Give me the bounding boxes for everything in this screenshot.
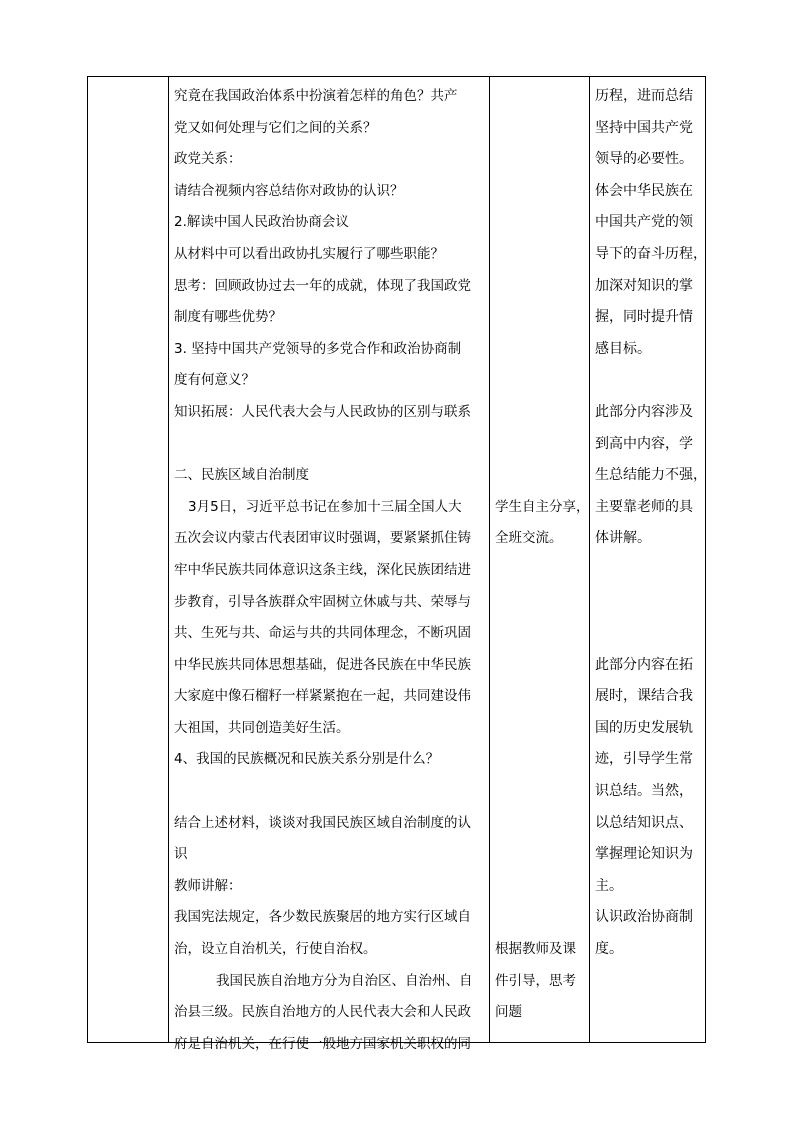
column-divider xyxy=(168,77,169,1042)
content-line: 五次会议内蒙古代表团审议时强调，要紧紧抓住铸 xyxy=(174,530,471,547)
intent-line: 感目标。 xyxy=(595,340,651,357)
content-line: 大祖国，共同创造美好生活。 xyxy=(174,719,350,736)
content-line: 教师讲解： xyxy=(174,877,242,894)
teaching-content-column xyxy=(174,81,490,1060)
intent-line: 主要靠老师的具 xyxy=(595,498,693,515)
content-line: 我国宪法规定，各少数民族聚居的地方实行区域自 xyxy=(174,909,471,926)
lesson-plan-table xyxy=(87,76,707,1052)
content-line: 制度有哪些优势？ xyxy=(174,309,282,326)
intent-line: 主。 xyxy=(595,877,623,894)
intent-line: 展时，课结合我 xyxy=(595,688,693,705)
activity-line: 问题 xyxy=(495,1004,522,1021)
content-line: 识 xyxy=(174,846,188,863)
content-line: 度有何意义？ xyxy=(174,372,255,389)
intent-line: 领导的必要性。 xyxy=(595,151,693,168)
intent-line: 握，同时提升情 xyxy=(595,309,693,326)
intent-line: 此部分内容在拓 xyxy=(595,656,693,673)
intent-line: 历程，进而总结 xyxy=(595,88,693,104)
activity-line: 件引导，思考 xyxy=(495,972,576,989)
content-line: 3月5日，习近平总书记在参加十三届全国人大 xyxy=(188,498,462,515)
intent-line: 体会中华民族在 xyxy=(595,182,693,199)
intent-line: 生总结能力不强， xyxy=(595,467,707,484)
intent-line: 掌握理论知识为 xyxy=(595,846,693,863)
activity-line: 根据教师及课 xyxy=(495,941,576,958)
content-line: 究竟在我国政治体系中扮演着怎样的角色？共产 xyxy=(174,88,458,104)
intent-line: 度。 xyxy=(595,941,623,958)
content-line: 党又如何处理与它们之间的关系？ xyxy=(174,119,377,136)
content-line: 共、生死与共、命运与共的共同体理念，不断巩固 xyxy=(174,625,471,642)
student-activity-column xyxy=(495,81,591,1029)
intent-line: 此部分内容涉及 xyxy=(595,403,693,420)
content-line: 4、我国的民族概况和民族关系分别是什么？ xyxy=(174,751,440,768)
intent-line: 体讲解。 xyxy=(595,530,651,547)
section-heading: 二、民族区域自治制度 xyxy=(174,467,309,484)
intent-line: 导下的奋斗历程， xyxy=(595,245,707,262)
activity-line: 学生自主分享， xyxy=(495,498,590,515)
intent-line: 迹，引导学生常 xyxy=(595,751,693,768)
content-line: 府是自治机关，在行使一般地方国家机关职权的同 xyxy=(174,1035,471,1052)
intent-line: 坚持中国共产党 xyxy=(595,119,693,136)
intent-line: 以总结知识点、 xyxy=(595,814,693,831)
content-line: 中华民族共同体思想基础，促进各民族在中华民族 xyxy=(174,656,471,673)
intent-line: 识总结。当然， xyxy=(595,783,693,800)
content-line: 牢中华民族共同体意识这条主线，深化民族团结进 xyxy=(174,561,471,578)
intent-line: 认识政治协商制 xyxy=(595,909,693,926)
content-line: 3. 坚持中国共产党领导的多党合作和政治协商制 xyxy=(174,340,462,357)
intent-line: 国的历史发展轨 xyxy=(595,719,693,736)
content-line: 我国民族自治地方分为自治区、自治州、自 xyxy=(216,972,473,989)
content-line: 步教育，引导各族群众牢固树立休戚与共、荣辱与 xyxy=(174,593,471,610)
activity-line: 全班交流。 xyxy=(495,530,563,547)
content-line: 2.解读中国人民政治协商会议 xyxy=(174,214,349,231)
intent-line: 到高中内容，学 xyxy=(595,435,693,452)
intent-line: 中国共产党的领 xyxy=(595,214,693,231)
content-line: 政党关系： xyxy=(174,151,242,168)
content-line: 大家庭中像石榴籽一样紧紧抱在一起，共同建设伟 xyxy=(174,688,471,705)
content-line: 请结合视频内容总结你对政协的认识？ xyxy=(174,182,404,199)
content-line: 结合上述材料，谈谈对我国民族区域自治制度的认 xyxy=(174,814,471,831)
design-intent-column xyxy=(595,81,705,966)
content-line: 知识拓展：人民代表大会与人民政协的区别与联系 xyxy=(174,403,471,420)
content-line: 治县三级。民族自治地方的人民代表大会和人民政 xyxy=(174,1004,471,1021)
content-line: 从材料中可以看出政协扎实履行了哪些职能？ xyxy=(174,245,444,262)
intent-line: 加深对知识的掌 xyxy=(595,277,693,294)
content-line: 治，设立自治机关，行使自治权。 xyxy=(174,941,377,958)
content-line: 思考：回顾政协过去一年的成就，体现了我国政党 xyxy=(174,277,471,294)
